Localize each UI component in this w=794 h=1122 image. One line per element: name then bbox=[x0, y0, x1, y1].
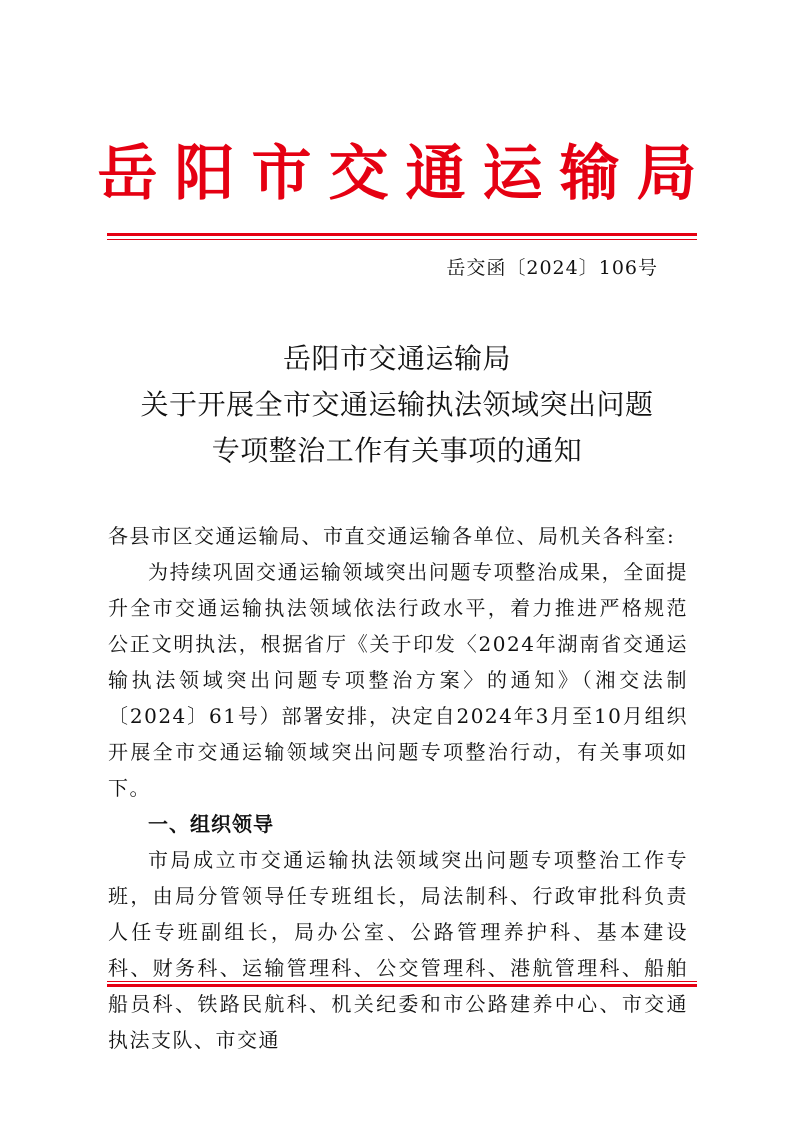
document-body bbox=[108, 518, 688, 1058]
agency-masthead: 岳阳市交通运输局 bbox=[97, 139, 714, 209]
title-line-3: 专项整治工作有关事项的通知 bbox=[211, 434, 583, 467]
document-number: 岳交函〔2024〕106号 bbox=[446, 257, 658, 279]
title-line-2: 关于开展全市交通运输执法领域突出问题 bbox=[140, 388, 654, 421]
section-heading-organization: 一、组织领导 bbox=[148, 812, 274, 836]
intro-paragraph: 为持续巩固交通运输领域突出问题专项整治成果，全面提升全市交通运输执法领域依法行政水平，着力推进严格规范公正文明执法，根据省厅《关于印发〈2024年湖南省交通运输执法领域突出问题专项整治方案〉的通知》（湘交法制〔2024〕61号）部署安排，决定自2024年3月至10月组织开展全市交通运输领域突出问题专项整治行动，有关事项如下。 bbox=[108, 560, 688, 800]
header-divider-thick bbox=[107, 233, 697, 236]
header-divider-thin bbox=[107, 239, 697, 240]
document-title bbox=[0, 336, 794, 474]
footer-divider-thick bbox=[107, 984, 697, 987]
organization-paragraph: 市局成立市交通运输执法领域突出问题专项整治工作专班，由局分管领导任专班组长，局法制科、行政审批科负责人任专班副组长，局办公室、公路管理养护科、基本建设科、财务科、运输管理科、公交管理科、港航管理科、船舶船员科、铁路民航科、机关纪委和市公路建养中心、市交通执法支队、市交通 bbox=[108, 848, 688, 1052]
footer-divider-thin bbox=[107, 981, 697, 982]
title-line-1: 岳阳市交通运输局 bbox=[282, 342, 511, 375]
salutation: 各县市区交通运输局、市直交通运输各单位、局机关各科室: bbox=[108, 524, 676, 548]
